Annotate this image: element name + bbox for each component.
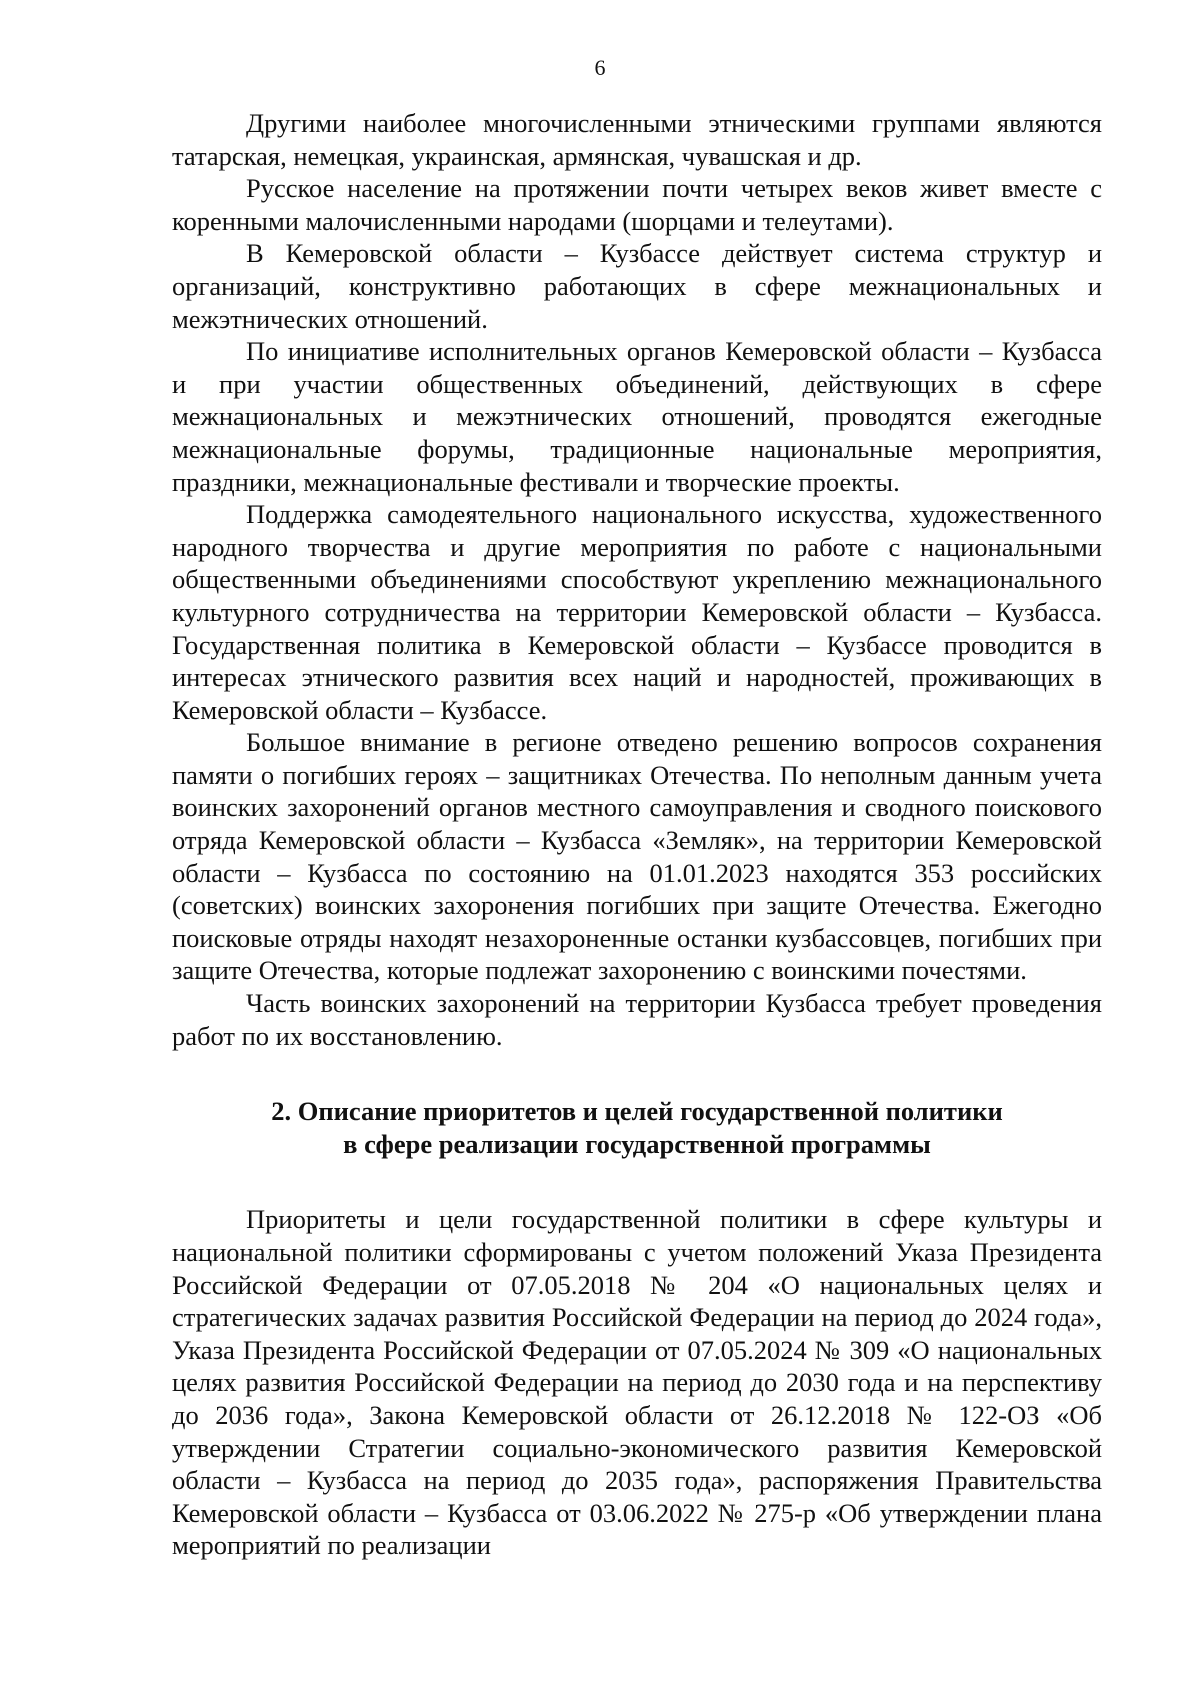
paragraph-other-ethnic-groups: Другими наиболее многочисленными этническими группами являются татарская, немецкая, украинская, армянская, чувашская и др.: [172, 108, 1102, 171]
paragraph-structures-system: В Кемеровской области – Кузбассе действует система структур и организаций, конструктивно работающих в сфере межнациональных и межэтнических отношений.: [172, 238, 1102, 334]
page-number: 6: [594, 55, 606, 80]
section-heading-line-1: 2. Описание приоритетов и целей государственной политики: [271, 1096, 1003, 1127]
section-heading: [172, 1095, 1102, 1160]
paragraph-forums-initiative: По инициативе исполнительных органов Кемеровской области – Кузбасса и при участии общественных объединений, действующих в сфере межнациональных и межэтнических отношений, проводятся ежегодные межнациональные форумы, традиционные национальные мероприятия, праздники, межнациональные фестивали и творческие проекты.: [172, 336, 1102, 497]
paragraph-priorities-goals: Приоритеты и цели государственной политики в сфере культуры и национальной политики сформированы с учетом положений Указа Президента Российской Федерации от 07.05.2018 № 204 «О национальных целях и стратегических задачах развития Российской Федерации на период до 2024 года», Указа Президента Российской Федерации от 07.05.2024 № 309 «О национальных целях развития Российской Федерации на период до 2030 года и на перспективу до 2036 года», Закона Кемеровской области от 26.12.2018 № 122-ОЗ «Об утверждении Стратегии социально-экономического развития Кемеровской области – Кузбасса на период до 2035 года», распоряжения Правительства Кемеровской области – Кузбасса от 03.06.2022 № 275-р «Об утверждении плана мероприятий по реализации: [172, 1204, 1102, 1561]
paragraph-burials-restoration: Часть воинских захоронений на территории Кузбасса требует проведения работ по их восстановлению.: [172, 988, 1102, 1051]
paragraph-national-art-support: Поддержка самодеятельного национального искусства, художественного народного творчества и другие мероприятия по работе с национальными общественными объединениями способствуют укреплению межнационального культурного сотрудничества на территории Кемеровской области – Кузбасса. Государственная политика в Кемеровской области – Кузбассе проводится в интересах этнического развития всех наций и народностей, проживающих в Кемеровской области – Кузбассе.: [172, 499, 1102, 725]
paragraph-russian-population: Русское население на протяжении почти четырех веков живет вместе с коренными малочисленными народами (шорцами и телеутами).: [172, 173, 1102, 236]
paragraph-memory-preservation: Большое внимание в регионе отведено решению вопросов сохранения памяти о погибших героях – защитниках Отечества. По неполным данным учета воинских захоронений органов местного самоуправления и сводного поискового отряда Кемеровской области – Кузбасса «Земляк», на территории Кемеровской области – Кузбасса по состоянию на 01.01.2023 находятся 353 российских (советских) воинских захоронения погибших при защите Отечества. Ежегодно поисковые отряды находят незахороненные останки кузбассовцев, погибших при защите Отечества, которые подлежат захоронению с воинскими почестями.: [172, 727, 1102, 986]
document-body: [172, 107, 1102, 1562]
section-heading-line-2: в сфере реализации государственной программы: [343, 1128, 931, 1159]
section-2-body: [172, 1203, 1102, 1562]
